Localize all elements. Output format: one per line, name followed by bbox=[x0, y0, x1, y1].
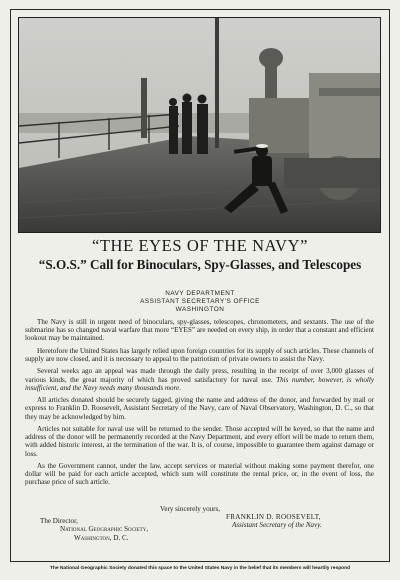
photo-illustration bbox=[19, 18, 380, 232]
paragraph-press-emphasis: This number, however, is wholly insufficient, and the Navy needs many thousands more. bbox=[25, 375, 374, 392]
department-office-line: ASSISTANT SECRETARY'S OFFICE bbox=[140, 298, 260, 306]
closing-line: Very sincerely yours, bbox=[160, 505, 221, 513]
letter-body bbox=[25, 318, 374, 491]
footer-note: The National Geographic Society donated this space to the United States Navy in the belief that its members will heartily respond bbox=[49, 566, 351, 571]
headline: “THE EYES OF THE NAVY” bbox=[91, 236, 309, 255]
paragraph-need: The Navy is still in urgent need of binoculars, spy-glasses, telescopes, chronometers, and sextants. The use of the submarine has so changed naval warfare that more “EYES” are needed on every ship, in order that a constant and efficient lookout may be maintained. bbox=[25, 318, 374, 343]
paragraph-return: Articles not suitable for naval use will be returned to the sender. Those accepted will be keyed, so that the name and address of the donor will be permanently recorded at the Navy Department, and every effort will be made to return them, with added historic interest, at the termination of the war. It is, of course, impossible to guarantee them against damage or loss. bbox=[25, 424, 374, 458]
department-line: NAVY DEPARTMENT bbox=[165, 290, 235, 297]
paragraph-payment: As the Government cannot, under the law, accept services or material without making some payment therefor, one dollar will be paid for each article accepted, which sum will constitute the rental price, or, in the event of loss, the purchase price of such article. bbox=[25, 461, 374, 487]
addressee-block bbox=[40, 517, 148, 542]
signatory-title: Assistant Secretary of the Navy. bbox=[232, 521, 322, 530]
addressee-city: Washington, D. C. bbox=[74, 533, 129, 542]
paragraph-press bbox=[25, 367, 374, 392]
paragraph-donation: All articles donated should be securely tagged, giving the name and address of the donor, and forwarded by mail or express to Franklin D. Roosevelt, Assistant Secretary of the Navy, care of Naval Observatory, Washington, D. C., so that they may be acknowledged by him. bbox=[25, 396, 374, 421]
navy-lookout-photo bbox=[18, 17, 381, 233]
signatory-name: FRANKLIN D. ROOSEVELT, bbox=[226, 513, 321, 521]
signature-block bbox=[226, 513, 322, 530]
department-header bbox=[10, 290, 390, 315]
department-city-line: WASHINGTON bbox=[175, 306, 225, 314]
addressee-organization: National Geographic Society, bbox=[60, 525, 149, 534]
addressee-title: The Director, bbox=[40, 517, 78, 525]
paragraph-press-text: Several weeks ago an appeal was made through the daily press, resulting in the receipt of over 3,000 glasses of various kinds, the great majority of which has proved satisfactory for naval use. bbox=[25, 367, 374, 384]
subheadline: “S.O.S.” Call for Binoculars, Spy-Glasses, and Telescopes bbox=[38, 257, 362, 272]
paragraph-supply: Heretofore the United States has largely relied upon foreign countries for its supply of such articles. These channels of supply are now closed, and it is necessary to appeal to the patriotism of private owners to assist the Navy. bbox=[25, 346, 374, 363]
